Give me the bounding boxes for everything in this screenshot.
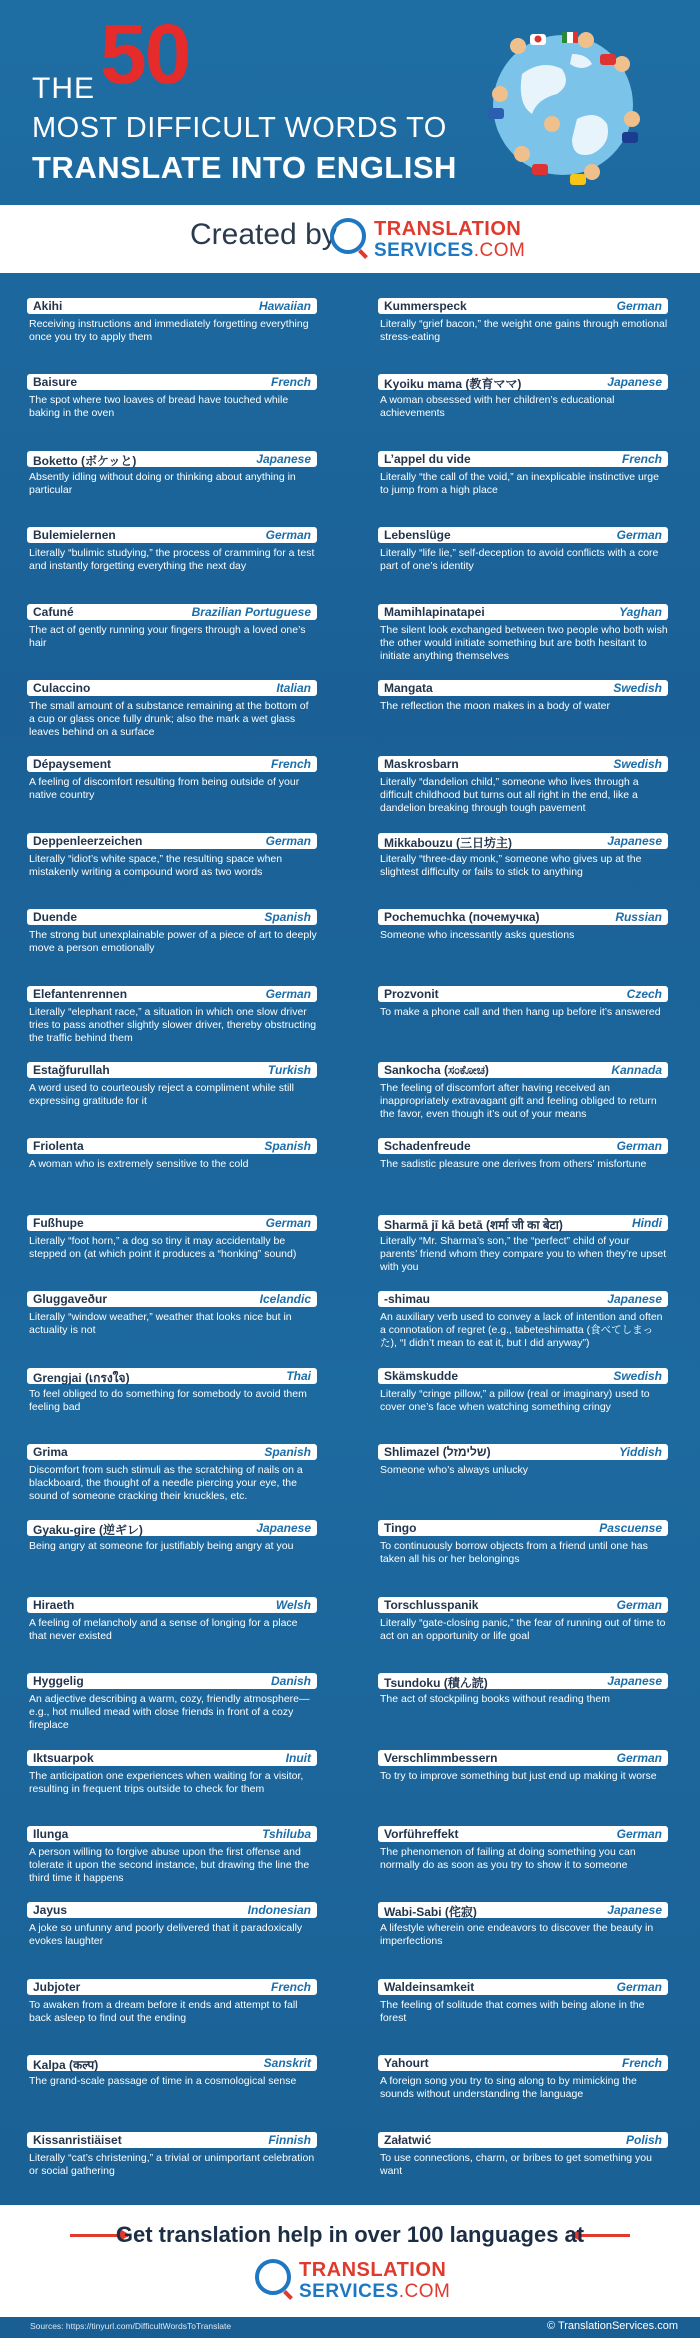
word-term: Tsundoku (積ん読) <box>384 1676 488 1690</box>
word-definition: The feeling of discomfort after having received an inappropriately extravagant gift and feeling obliged to return the favor, even though it’s out of your means <box>380 1082 657 1120</box>
word-definition: The feeling of solitude that comes with being alone in the forest <box>380 1999 645 2024</box>
word-definition: The small amount of a substance remaining at the bottom of a cup or glass once fully drunk; also the mark a wet glass leaves behind on a surface <box>29 700 309 738</box>
word-term: Maskrosbarn <box>384 757 459 771</box>
word-language: German <box>265 834 311 848</box>
word-header <box>378 527 668 543</box>
word-header <box>27 1368 317 1384</box>
word-header <box>378 1444 668 1460</box>
word-definition: To use connections, charm, or bribes to get something you want <box>380 2152 652 2177</box>
word-language: Hindi <box>632 1216 662 1230</box>
word-header <box>27 451 317 467</box>
word-definition: Literally “life lie,” self-deception to avoid conflicts with a core part of one’s identity <box>380 547 659 572</box>
word-header <box>378 680 668 696</box>
word-header <box>27 298 317 314</box>
word-definition: An adjective describing a warm, cozy, friendly atmosphere—e.g., hot mulled mead with close friends in front of a cozy fireplace <box>29 1693 310 1731</box>
word-header <box>27 604 317 620</box>
word-definition: To try to improve something but just end up making it worse <box>380 1770 657 1782</box>
word-term: Mikkabouzu (三日坊主) <box>384 836 512 850</box>
word-header <box>27 374 317 390</box>
word-term: Torschlusspanik <box>384 1598 479 1612</box>
word-definition: Discomfort from such stimuli as the scratching of nails on a blackboard, the thought of a needle piercing your eye, the sound of someone cracking their knuckles, etc. <box>29 1464 303 1502</box>
word-language: Spanish <box>264 1445 311 1459</box>
created-by-text: Created by <box>190 218 337 251</box>
word-term: Grengjai (เกรงใจ) <box>33 1371 130 1385</box>
word-header <box>378 909 668 925</box>
footer-logo[interactable] <box>255 2255 451 2303</box>
word-term: Deppenleerzeichen <box>33 834 143 848</box>
word-term: Kummerspeck <box>384 299 467 313</box>
word-definition: The anticipation one experiences when waiting for a visitor, resulting in frequent trips outside to check for them <box>29 1770 304 1795</box>
word-language: German <box>616 1598 662 1612</box>
word-language: Danish <box>270 1674 311 1688</box>
word-term: Elefantenrennen <box>33 987 128 1001</box>
word-language: German <box>616 1751 662 1765</box>
word-language: Czech <box>626 987 662 1001</box>
word-definition: A feeling of melancholy and a sense of longing for a place that never existed <box>29 1617 298 1642</box>
word-definition: Literally “the call of the void,” an inexplicable instinctive urge to jump from a high place <box>380 471 659 496</box>
word-header <box>378 1902 668 1918</box>
word-header <box>378 1215 668 1231</box>
word-language: French <box>270 375 311 389</box>
logo-bottom-text: SERVICES.COM <box>299 2281 451 2302</box>
word-definition: To feel obliged to do something for somebody to avoid them feeling bad <box>29 1388 307 1413</box>
word-language: German <box>265 987 311 1001</box>
word-definition: Literally “window weather,” weather that looks nice but in actuality is not <box>29 1311 292 1336</box>
word-language: German <box>265 528 311 542</box>
word-term: Gyaku-gire (逆ギレ) <box>33 1523 143 1537</box>
logo-top-text: TRANSLATION <box>374 218 522 240</box>
word-header <box>378 2132 668 2148</box>
word-term: L’appel du vide <box>384 452 471 466</box>
word-language: Japanese <box>607 1674 662 1688</box>
word-definition: A feeling of discomfort resulting from being outside of your native country <box>29 776 300 801</box>
word-language: French <box>270 1980 311 1994</box>
word-term: -shimau <box>384 1292 431 1306</box>
word-term: Hyggelig <box>33 1674 84 1688</box>
word-term: Akihi <box>33 299 63 313</box>
word-term: Fußhupe <box>33 1216 84 1230</box>
word-term: Sharmā jī kā betā (शर्मा जी का बेटा) <box>384 1218 563 1232</box>
title-line-2: MOST DIFFICULT WORDS TO <box>32 112 447 144</box>
word-language: Brazilian Portuguese <box>191 605 311 619</box>
word-definition: The act of stockpiling books without reading them <box>380 1693 610 1705</box>
word-term: Schadenfreude <box>384 1139 471 1153</box>
word-term: Friolenta <box>33 1139 84 1153</box>
word-language: German <box>616 1827 662 1841</box>
word-header <box>27 680 317 696</box>
word-definition: Absently idling without doing or thinking about anything in particular <box>29 471 296 496</box>
word-term: Gluggaveður <box>33 1292 108 1306</box>
word-language: Tshiluba <box>262 1827 311 1841</box>
word-definition: To awaken from a dream before it ends and attempt to fall back asleep to find out the ending <box>29 1999 298 2024</box>
word-header <box>27 2055 317 2071</box>
word-header <box>27 909 317 925</box>
word-language: Japanese <box>607 834 662 848</box>
word-term: Wabi-Sabi (侘寂) <box>384 1905 477 1919</box>
logo-top-text: TRANSLATION <box>299 2259 447 2281</box>
word-term: Lebenslüge <box>384 528 451 542</box>
word-definition: The spot where two loaves of bread have touched while baking in the oven <box>29 394 289 419</box>
word-language: Thai <box>286 1369 311 1383</box>
word-definition: The phenomenon of failing at doing something you can normally do as soon as you try to show it to someone <box>380 1846 636 1871</box>
word-language: Russian <box>615 910 662 924</box>
word-term: Ilunga <box>33 1827 69 1841</box>
word-language: Spanish <box>264 910 311 924</box>
word-definition: The act of gently running your fingers through a loved one’s hair <box>29 624 306 649</box>
word-term: Cafuné <box>33 605 74 619</box>
word-header <box>378 986 668 1002</box>
word-term: Prozvonit <box>384 987 439 1001</box>
word-header <box>27 1902 317 1918</box>
word-term: Hiraeth <box>33 1598 75 1612</box>
word-definition: Literally “cat’s christening,” a trivial or unimportant celebration or social gathering <box>29 2152 315 2177</box>
help-text: Get translation help in over 100 languages at <box>115 2222 585 2247</box>
word-header <box>27 1520 317 1536</box>
word-term: Baisure <box>33 375 78 389</box>
word-term: Jayus <box>33 1903 68 1917</box>
word-definition: Literally “three-day monk,” someone who gives up at the slightest difficulty or fails to stick to anything <box>380 853 642 878</box>
word-header <box>378 1062 668 1078</box>
word-definition: Someone who incessantly asks questions <box>380 929 575 941</box>
word-definition: An auxiliary verb used to convey a lack of intention and often a connotation of regret (e.g., tabeteshimatta (食べてしまった), “I didn’t mean to eat it, but I did anyway”) <box>380 1311 663 1349</box>
word-definition: Literally “gate-closing panic,” the fear of running out of time to act on an opportunity or life goal <box>380 1617 666 1642</box>
word-language: Japanese <box>256 1521 311 1535</box>
word-definition: The silent look exchanged between two people who both wish the other would initiate something but are both hesitant to initiate anything themselves <box>380 624 668 662</box>
title-number: 50 <box>100 7 190 101</box>
word-term: Mamihlapinatapei <box>384 605 485 619</box>
word-definition: The strong but unexplainable power of a piece of art to deeply move a person emotionally <box>29 929 317 954</box>
word-header <box>27 527 317 543</box>
word-term: Dépaysement <box>33 757 112 771</box>
translation-services-logo[interactable] <box>330 214 526 262</box>
word-language: Japanese <box>607 1903 662 1917</box>
word-definition: A lifestyle wherein one endeavors to discover the beauty in imperfections <box>380 1922 654 1947</box>
word-header <box>27 1444 317 1460</box>
word-language: Japanese <box>607 375 662 389</box>
word-definition: A woman obsessed with her children’s educational achievements <box>380 394 615 419</box>
word-language: German <box>616 528 662 542</box>
word-definition: Literally “idiot’s white space,” the resulting space when mistakenly writing a compound word as two words <box>29 853 283 878</box>
word-header <box>27 1138 317 1154</box>
word-term: Waldeinsamkeit <box>384 1980 475 1994</box>
word-term: Kissanristiäiset <box>33 2133 122 2147</box>
word-header <box>378 1368 668 1384</box>
word-definition: The sadistic pleasure one derives from others’ misfortune <box>380 1158 647 1170</box>
word-language: Polish <box>625 2133 662 2147</box>
word-header <box>27 2132 317 2148</box>
word-language: Inuit <box>285 1751 311 1765</box>
word-term: Grima <box>33 1445 68 1459</box>
word-header <box>27 1979 317 1995</box>
word-term: Kyoiku mama (教育ママ) <box>384 377 522 391</box>
word-definition: Literally “elephant race,” a situation in which one slow driver tries to pass another slightly slower driver, thereby obstructing the traffic behind them <box>29 1006 317 1044</box>
word-header <box>378 1673 668 1689</box>
word-language: Icelandic <box>259 1292 311 1306</box>
logo-q-icon <box>330 218 366 254</box>
word-header <box>27 1826 317 1842</box>
word-header <box>378 1520 668 1536</box>
word-header <box>378 1826 668 1842</box>
word-header <box>378 833 668 849</box>
word-term: Culaccino <box>33 681 91 695</box>
word-term: Yahourt <box>384 2056 429 2070</box>
word-header <box>378 604 668 620</box>
word-definition: A foreign song you try to sing along to by mimicking the sounds without understanding the language <box>380 2075 637 2100</box>
word-language: Turkish <box>267 1063 311 1077</box>
word-term: Bulemielernen <box>33 528 116 542</box>
word-header <box>27 1750 317 1766</box>
word-language: French <box>270 757 311 771</box>
word-language: Welsh <box>275 1598 311 1612</box>
word-definition: Being angry at someone for justifiably being angry at you <box>29 1540 294 1552</box>
word-term: Sankocha (ಸಂಕೋಚ) <box>384 1063 489 1077</box>
logo-bottom-text: SERVICES.COM <box>374 240 526 261</box>
word-definition: The reflection the moon makes in a body of water <box>380 700 610 712</box>
title-the: THE <box>32 72 95 105</box>
word-language: German <box>265 1216 311 1230</box>
word-term: Shlimazel (שלימזל) <box>384 1445 491 1459</box>
word-definition: A person willing to forgive abuse upon the first offense and tolerate it upon the second instance, but drawing the line the third time it happens <box>29 1846 310 1884</box>
word-language: French <box>621 2056 662 2070</box>
word-definition: Literally “grief bacon,” the weight one gains through emotional stress-eating <box>380 318 668 343</box>
word-language: Swedish <box>613 757 662 771</box>
word-header <box>27 1062 317 1078</box>
word-term: Duende <box>33 910 78 924</box>
word-header <box>378 451 668 467</box>
word-definition: A woman who is extremely sensitive to the cold <box>29 1158 249 1170</box>
word-term: Mangata <box>384 681 433 695</box>
word-term: Kalpa (कल्प) <box>33 2058 99 2072</box>
word-definition: Someone who’s always unlucky <box>380 1464 529 1476</box>
word-language: Sanskrit <box>263 2056 311 2070</box>
globe-people-icon <box>482 24 644 186</box>
word-header <box>378 1597 668 1613</box>
word-header <box>27 833 317 849</box>
word-language: German <box>616 299 662 313</box>
word-definition: Literally “foot horn,” a dog so tiny it may accidentally be stepped on (at which point it produces a “honking” sound) <box>29 1235 297 1260</box>
word-header <box>378 2055 668 2071</box>
word-language: Italian <box>276 681 311 695</box>
word-term: Załatwić <box>384 2133 432 2147</box>
logo-q-icon <box>255 2259 291 2295</box>
word-definition: Literally “Mr. Sharma’s son,” the “perfect” child of your parents’ friend whom they compare you to when they’re upset with you <box>380 1235 667 1273</box>
word-language: Kannada <box>611 1063 662 1077</box>
word-definition: A joke so unfunny and poorly delivered that it paradoxically evokes laughter <box>29 1922 303 1947</box>
word-definition: A word used to courteously reject a compliment while still expressing gratitude for it <box>29 1082 294 1107</box>
word-header <box>378 1750 668 1766</box>
word-language: Yiddish <box>619 1445 662 1459</box>
word-term: Iktsuarpok <box>33 1751 94 1765</box>
word-term: Jubjoter <box>33 1980 81 1994</box>
title-line-3: TRANSLATE INTO ENGLISH <box>32 150 457 185</box>
word-definition: Literally “cringe pillow,” a pillow (real or imaginary) used to cover one’s face when watching something cringy <box>380 1388 650 1413</box>
word-language: German <box>616 1139 662 1153</box>
word-header <box>27 1673 317 1689</box>
word-header <box>27 1597 317 1613</box>
word-language: Finnish <box>268 2133 311 2147</box>
word-language: Swedish <box>613 681 662 695</box>
word-language: Pascuense <box>599 1521 662 1535</box>
word-term: Tingo <box>384 1521 417 1535</box>
word-language: Yaghan <box>619 605 662 619</box>
word-term: Boketto (ボケッと) <box>33 454 137 468</box>
word-term: Verschlimmbessern <box>384 1751 498 1765</box>
word-language: Indonesian <box>247 1903 311 1917</box>
word-language: Spanish <box>264 1139 311 1153</box>
word-definition: Literally “bulimic studying,” the process of cramming for a test and instantly forgetting everything the next day <box>29 547 315 572</box>
word-language: Swedish <box>613 1369 662 1383</box>
header <box>0 0 700 205</box>
word-header <box>378 1979 668 1995</box>
word-definition: To make a phone call and then hang up before it’s answered <box>380 1006 661 1018</box>
word-header <box>378 298 668 314</box>
word-language: Hawaiian <box>258 299 311 313</box>
word-language: Japanese <box>256 452 311 466</box>
word-language: French <box>621 452 662 466</box>
word-header <box>27 1215 317 1231</box>
word-header <box>378 1291 668 1307</box>
word-header <box>27 1291 317 1307</box>
word-language: German <box>616 1980 662 1994</box>
word-term: Estağfurullah <box>33 1063 110 1077</box>
word-term: Skämskudde <box>384 1369 459 1383</box>
word-term: Pochemuchka (почемучка) <box>384 910 540 924</box>
sources-text: Sources: https://tinyurl.com/DifficultWordsToTranslate <box>30 2321 232 2331</box>
word-definition: Receiving instructions and immediately forgetting everything once you try to apply them <box>29 318 309 343</box>
word-definition: Literally “dandelion child,” someone who lives through a difficult childhood but turns out all right in the end, like a dandelion breaking through tough pavement <box>380 776 639 814</box>
copyright-text: © TranslationServices.com <box>547 2320 678 2332</box>
word-header <box>378 756 668 772</box>
word-header <box>378 1138 668 1154</box>
word-header <box>27 756 317 772</box>
word-header <box>27 986 317 1002</box>
word-header <box>378 374 668 390</box>
word-language: Japanese <box>607 1292 662 1306</box>
word-definition: To continuously borrow objects from a friend until one has taken all his or her belongings <box>380 1540 648 1565</box>
word-term: Vorführeffekt <box>384 1827 459 1841</box>
word-definition: The grand-scale passage of time in a cosmological sense <box>29 2075 297 2087</box>
